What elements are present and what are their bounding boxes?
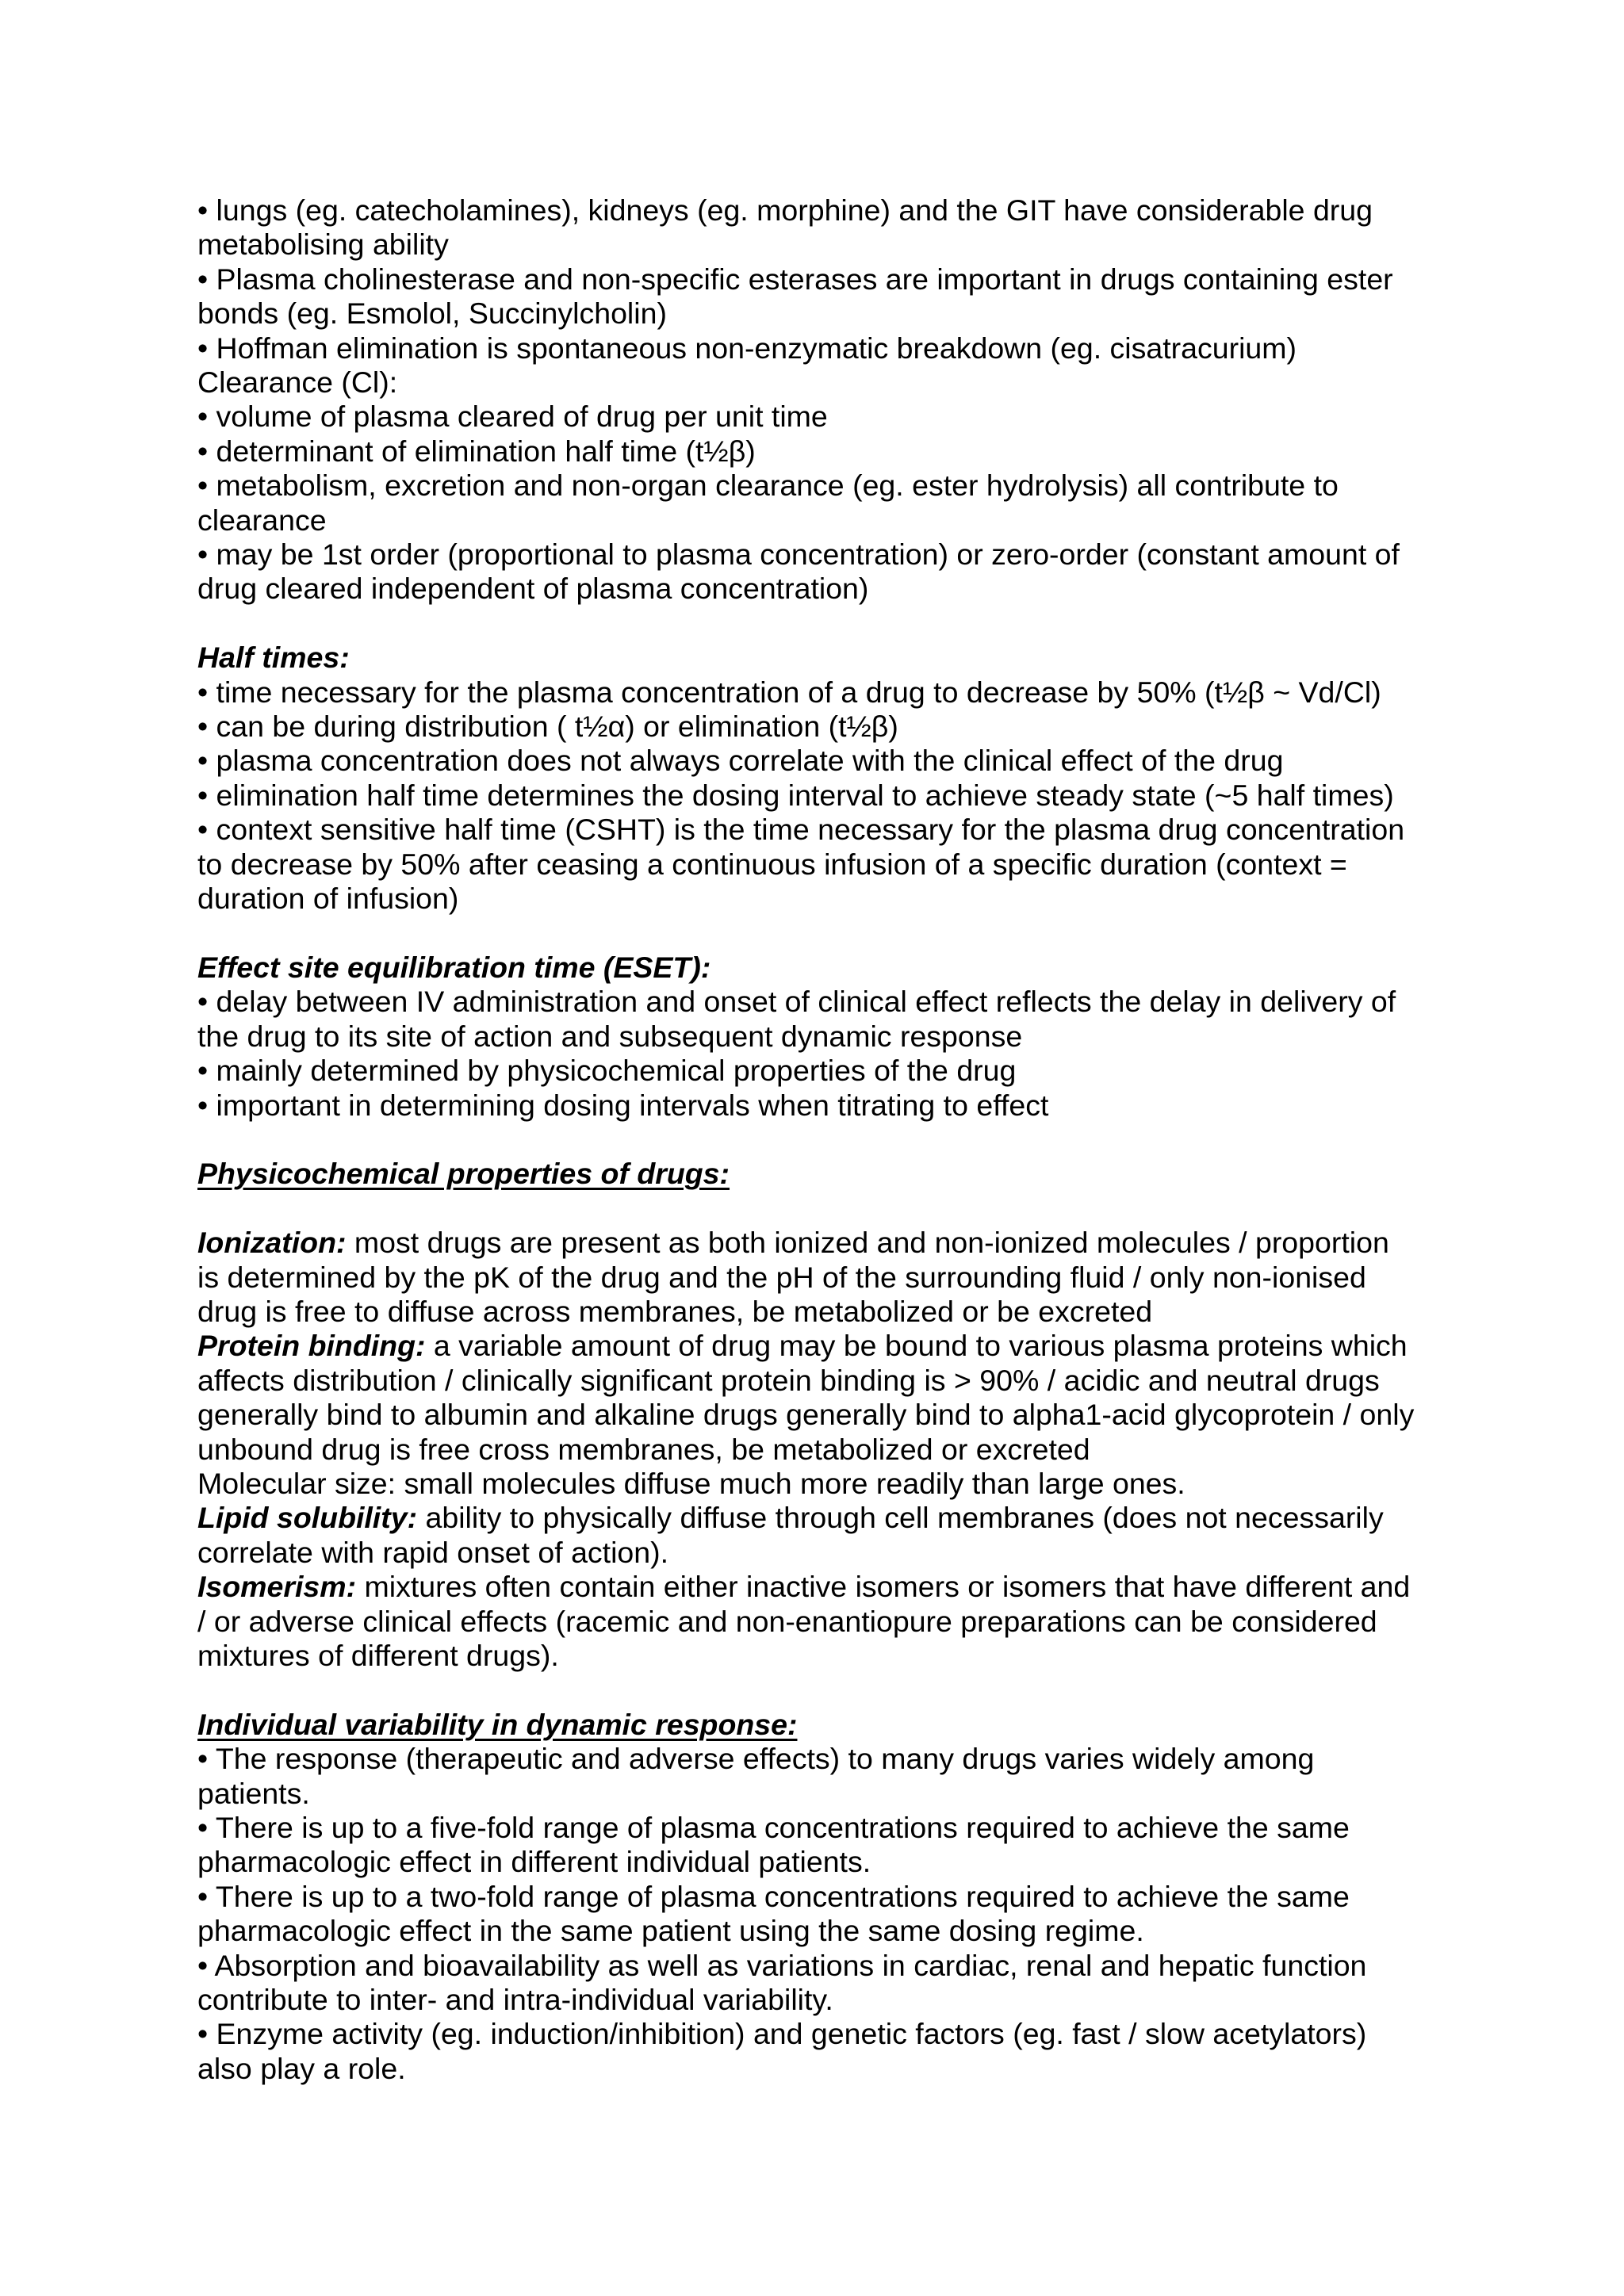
clearance-label: Clearance (Cl): <box>197 365 398 400</box>
text-line: • Absorption and bioavailability as well as variations in cardiac, renal and hepatic function <box>197 1948 1367 1982</box>
spacer <box>197 607 1482 641</box>
text-line: • Plasma cholinesterase and non-specific esterases are important in drugs containing ester <box>197 262 1393 296</box>
text-line: • may be 1st order (proportional to plasma concentration) or zero-order (constant amount of <box>197 538 1400 572</box>
physicochemical-heading: Physicochemical properties of drugs: <box>197 1157 730 1191</box>
variability-heading: Individual variability in dynamic response: <box>197 1707 798 1741</box>
lipid-solubility-term: Lipid solubility: <box>197 1501 418 1535</box>
text-line: • Enzyme activity (eg. induction/inhibition) and genetic factors (eg. fast / slow acetylators) <box>197 2017 1367 2051</box>
spacer <box>197 1192 1482 1226</box>
protein-binding-paragraph <box>197 1329 1482 1363</box>
isomerism-term: Isomerism: <box>197 1570 357 1604</box>
text-line: • can be during distribution ( t½α) or elimination (t½β) <box>197 710 898 744</box>
spacer <box>197 1673 1482 1707</box>
text-line: pharmacologic effect in different individual patients. <box>197 1845 871 1879</box>
spacer <box>197 916 1482 951</box>
text-line: • mainly determined by physicochemical properties of the drug <box>197 1054 1017 1088</box>
lipid-solubility-text: ability to physically diffuse through cell membranes (does not necessarily <box>417 1501 1384 1535</box>
half-times-heading: Half times: <box>197 641 350 675</box>
text-line: to decrease by 50% after ceasing a continuous infusion of a specific duration (context = <box>197 847 1347 881</box>
protein-binding-term: Protein binding: <box>197 1329 426 1363</box>
text-line: generally bind to albumin and alkaline drugs generally bind to alpha1-acid glycoprotein / only <box>197 1398 1415 1432</box>
text-line: • Hoffman elimination is spontaneous non-enzymatic breakdown (eg. cisatracurium) <box>197 331 1297 365</box>
spacer <box>197 1123 1482 1157</box>
text-line: is determined by the pK of the drug and the pH of the surrounding fluid / only non-ionised <box>197 1260 1366 1294</box>
text-line: patients. <box>197 1776 310 1810</box>
lipid-solubility-paragraph <box>197 1501 1482 1535</box>
text-line: • time necessary for the plasma concentration of a drug to decrease by 50% (t½β ~ Vd/Cl) <box>197 675 1381 709</box>
isomerism-paragraph <box>197 1570 1482 1604</box>
text-line: • context sensitive half time (CSHT) is the time necessary for the plasma drug concentration <box>197 813 1405 847</box>
text-line: mixtures of different drugs). <box>197 1639 559 1672</box>
text-line: metabolising ability <box>197 228 449 262</box>
text-line: clearance <box>197 503 327 537</box>
text-line: • important in determining dosing intervals when titrating to effect <box>197 1088 1049 1122</box>
text-line: correlate with rapid onset of action). <box>197 1535 669 1569</box>
text-line: • elimination half time determines the dosing interval to achieve steady state (~5 half times) <box>197 778 1394 812</box>
text-line: • The response (therapeutic and adverse effects) to many drugs varies widely among <box>197 1742 1315 1776</box>
isomerism-text: mixtures often contain either inactive isomers or isomers that have different and <box>356 1570 1411 1604</box>
molecular-size-line: Molecular size: small molecules diffuse much more readily than large ones. <box>197 1466 1185 1500</box>
text-line: • lungs (eg. catecholamines), kidneys (eg. morphine) and the GIT have considerable drug <box>197 193 1373 227</box>
document-page <box>197 193 1482 2086</box>
text-line: unbound drug is free cross membranes, be metabolized or excreted <box>197 1432 1090 1466</box>
text-line: • determinant of elimination half time (t½β) <box>197 434 756 468</box>
text-line: the drug to its site of action and subsequent dynamic response <box>197 1019 1023 1053</box>
text-line: duration of infusion) <box>197 882 459 916</box>
text-line: pharmacologic effect in the same patient using the same dosing regime. <box>197 1914 1144 1948</box>
text-line: bonds (eg. Esmolol, Succinylcholin) <box>197 297 667 331</box>
text-line: also play a role. <box>197 2051 406 2085</box>
text-line: / or adverse clinical effects (racemic and non-enantiopure preparations can be considered <box>197 1604 1377 1638</box>
eset-heading: Effect site equilibration time (ESET): <box>197 950 711 984</box>
text-line: contribute to inter- and intra-individual variability. <box>197 1983 833 2017</box>
ionization-paragraph <box>197 1226 1482 1260</box>
text-line: • There is up to a two-fold range of plasma concentrations required to achieve the same <box>197 1879 1350 1913</box>
text-line: affects distribution / clinically significant protein binding is > 90% / acidic and neutral drugs <box>197 1363 1380 1397</box>
ionization-text: most drugs are present as both ionized and non-ionized molecules / proportion <box>346 1226 1389 1260</box>
text-line: • metabolism, excretion and non-organ clearance (eg. ester hydrolysis) all contribute to <box>197 469 1339 503</box>
text-line: • There is up to a five-fold range of plasma concentrations required to achieve the same <box>197 1811 1350 1845</box>
text-line: drug cleared independent of plasma concentration) <box>197 572 869 606</box>
protein-binding-text: a variable amount of drug may be bound to various plasma proteins which <box>425 1329 1408 1363</box>
text-line: • plasma concentration does not always correlate with the clinical effect of the drug <box>197 744 1284 778</box>
ionization-term: Ionization: <box>197 1226 347 1260</box>
text-line: • volume of plasma cleared of drug per unit time <box>197 400 828 434</box>
text-line: drug is free to diffuse across membranes, be metabolized or be excreted <box>197 1294 1153 1328</box>
text-line: • delay between IV administration and onset of clinical effect reflects the delay in delivery of <box>197 985 1396 1019</box>
